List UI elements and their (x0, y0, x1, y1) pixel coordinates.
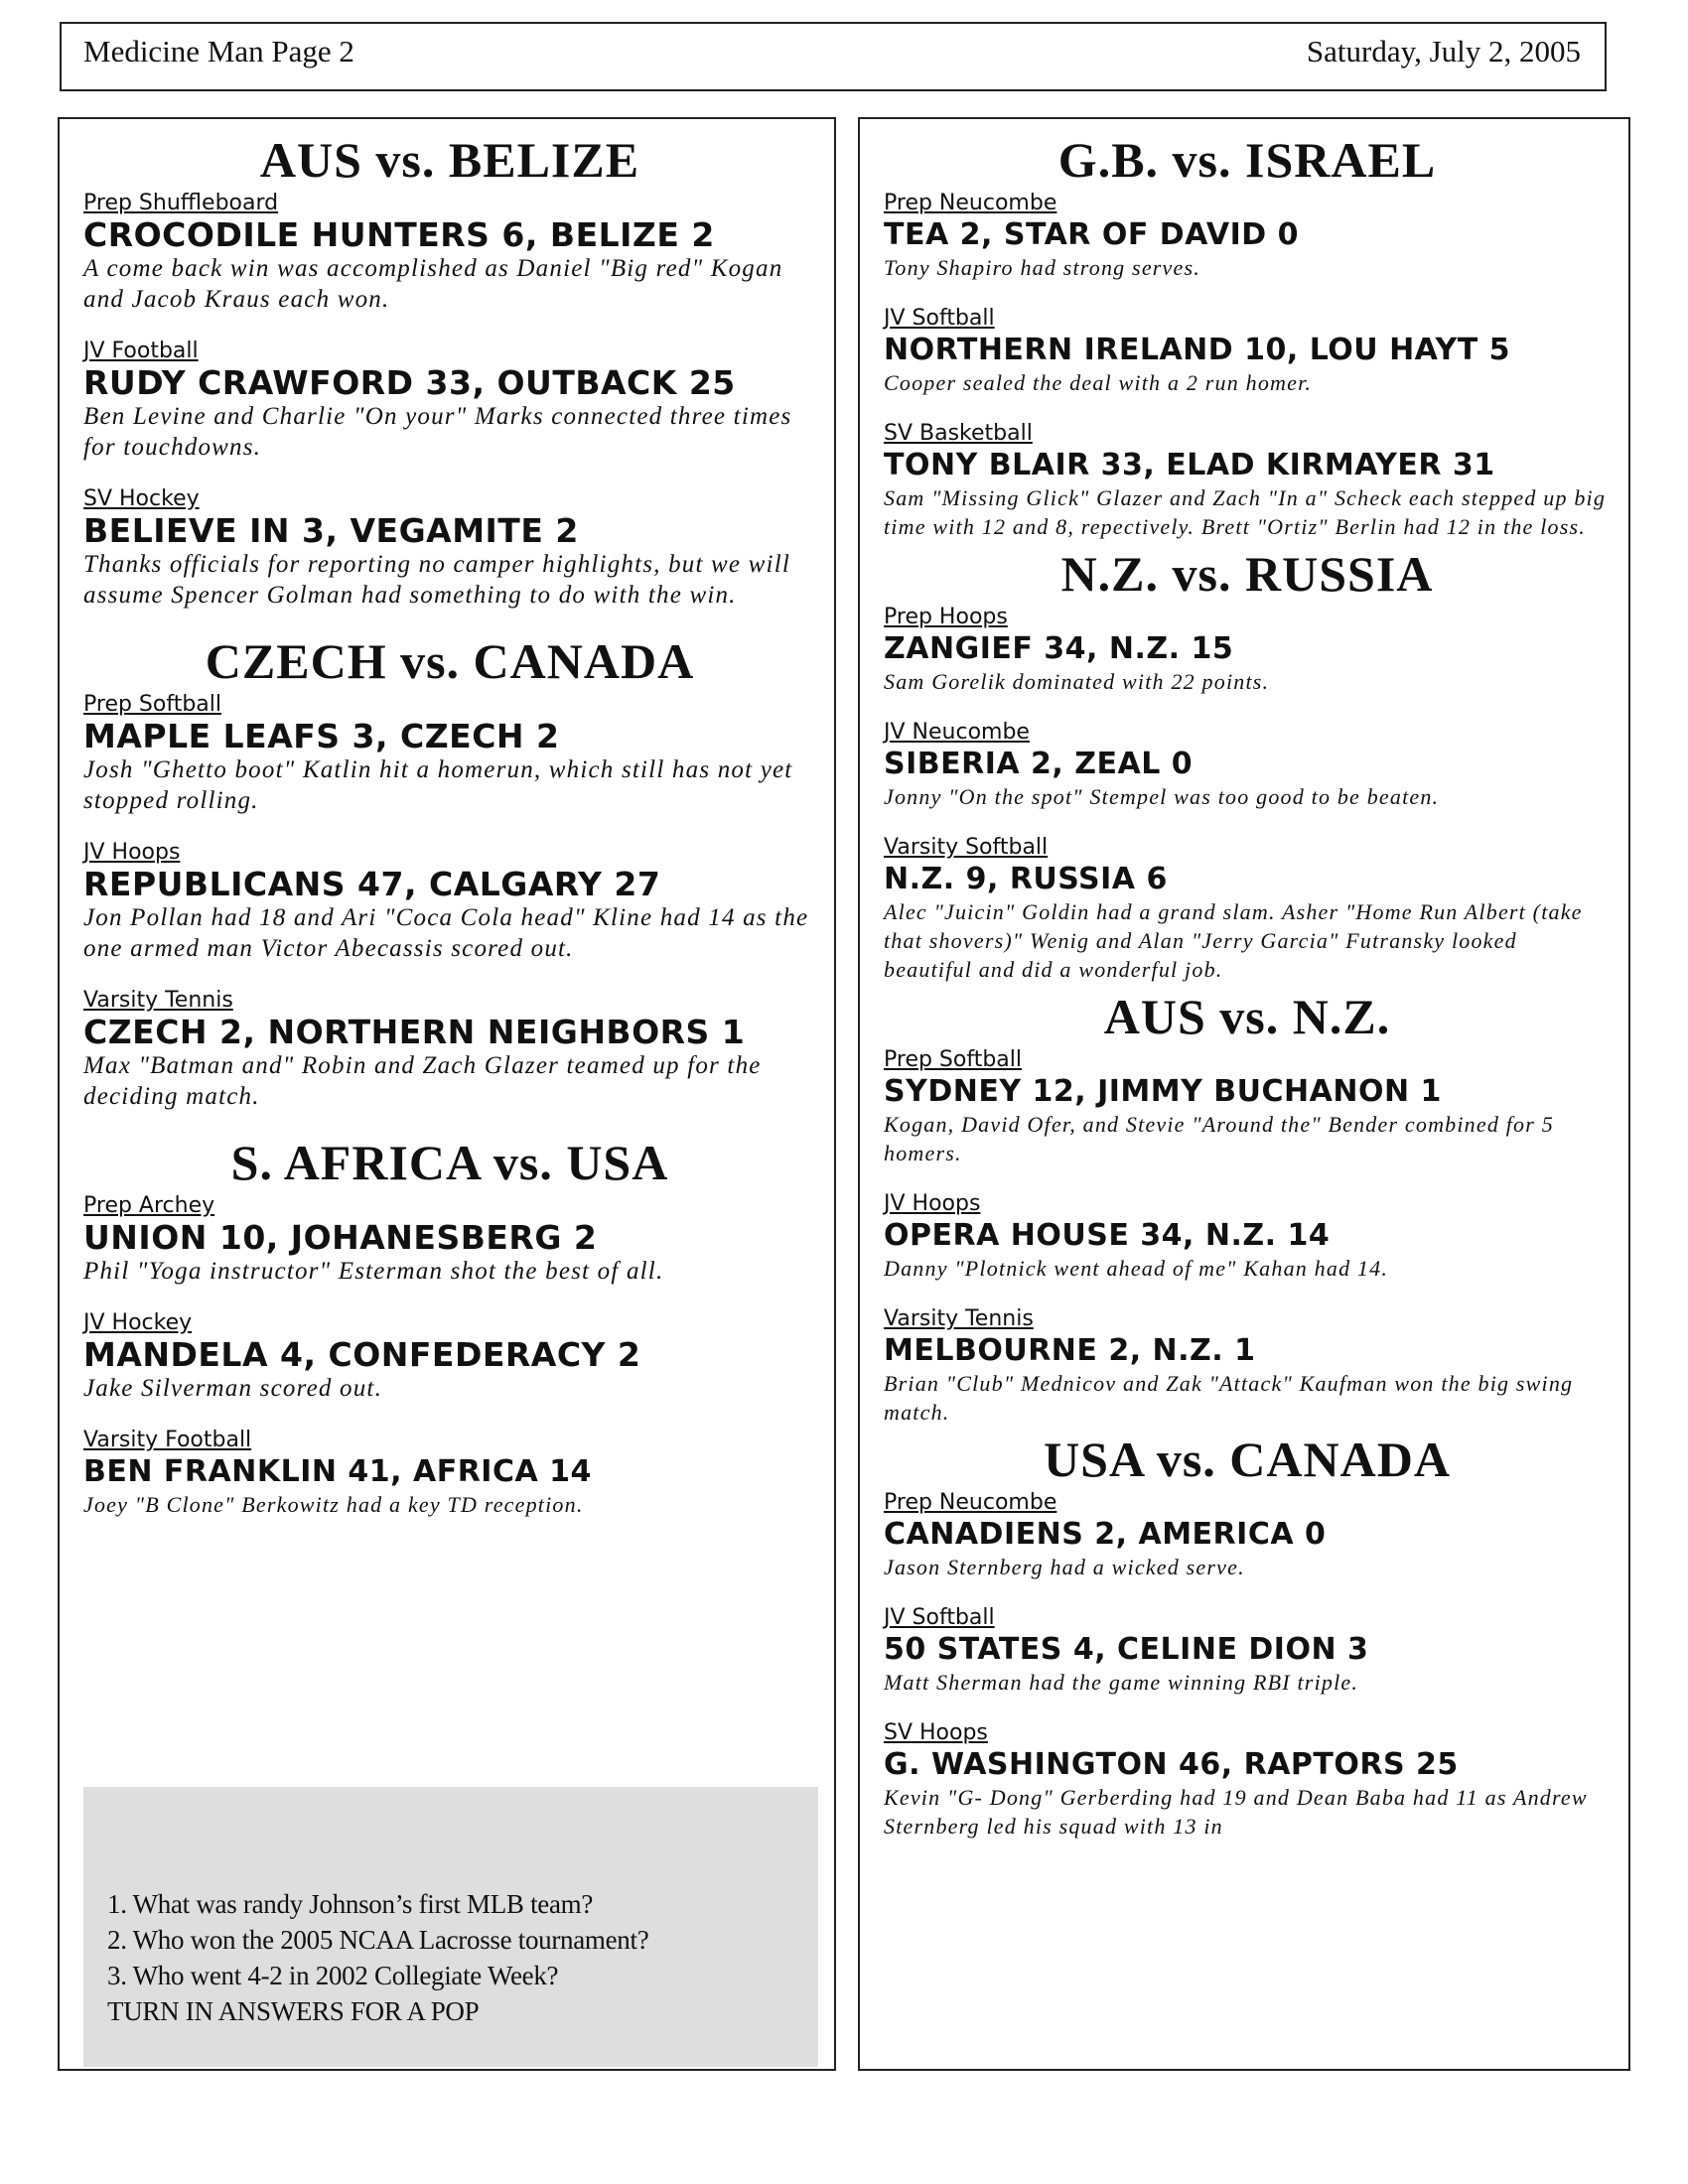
trivia-box (83, 1787, 818, 2067)
game-highlight: Josh "Ghetto boot" Katlin hit a homerun, which still has not yet stopped rolling. (83, 756, 793, 814)
game-score: TEA 2, STAR OF DAVID 0 (884, 217, 1299, 252)
matchup-section (83, 133, 816, 611)
game-highlight: Kogan, David Ofer, and Stevie "Around the" Bender combined for 5 homers. (884, 1112, 1554, 1165)
matchup-section (884, 547, 1611, 984)
game-result (884, 1047, 1611, 1167)
game-result (83, 191, 816, 315)
game-level: Varsity Softball (884, 835, 1049, 860)
game-score: TONY BLAIR 33, ELAD KIRMAYER 31 (884, 448, 1495, 482)
game-score: UNION 10, JOHANESBERG 2 (83, 1218, 598, 1257)
game-score: CANADIENS 2, AMERICA 0 (884, 1517, 1327, 1552)
matchup-title: AUS vs. N.Z. (1103, 989, 1391, 1044)
game-level: Prep Hoops (884, 605, 1008, 629)
game-result (884, 605, 1611, 696)
game-result (83, 486, 816, 611)
matchup-title: N.Z. vs. RUSSIA (1060, 546, 1434, 602)
matchup-section (884, 133, 1611, 541)
game-highlight: Alec "Juicin" Goldin had a grand slam. Asher "Home Run Albert (take that shovers)" Wenig and Alan "Jerry Garcia" Futransky looked beautiful and did a wonderful job. (884, 899, 1583, 982)
game-level: JV Football (83, 339, 199, 363)
game-level: Prep Shuffleboard (83, 191, 279, 215)
game-score: 50 STATES 4, CELINE DION 3 (884, 1632, 1369, 1667)
game-result (884, 1191, 1611, 1283)
matchup-section (83, 634, 816, 1112)
game-score: BELIEVE IN 3, VEGAMITE 2 (83, 511, 579, 550)
game-level: JV Softball (884, 1605, 995, 1630)
game-level: JV Neucombe (884, 720, 1030, 745)
game-level: Prep Archey (83, 1193, 215, 1218)
game-score: CROCODILE HUNTERS 6, BELIZE 2 (83, 215, 715, 254)
game-result (83, 1310, 816, 1404)
game-highlight: Cooper sealed the deal with a 2 run homer. (884, 370, 1313, 395)
trivia-question: 3. Who went 4-2 in 2002 Collegiate Week? (107, 1961, 559, 1990)
game-score: CZECH 2, NORTHERN NEIGHBORS 1 (83, 1013, 746, 1051)
game-result (83, 339, 816, 463)
game-result (83, 988, 816, 1112)
game-highlight: Thanks officials for reporting no camper highlights, but we will assume Spencer Golman had something to do with the win. (83, 551, 790, 609)
game-highlight: Kevin "G- Dong" Gerberding had 19 and Dean Baba had 11 as Andrew Sternberg led his squad with 13 in (884, 1785, 1588, 1839)
game-score: REPUBLICANS 47, CALGARY 27 (83, 865, 661, 903)
page-header (60, 22, 1607, 91)
game-level: JV Hoops (83, 840, 181, 865)
game-score: RUDY CRAWFORD 33, OUTBACK 25 (83, 363, 736, 402)
game-result (884, 1490, 1611, 1581)
game-level: Prep Neucombe (884, 191, 1057, 215)
game-result (884, 421, 1611, 541)
game-level: Varsity Football (83, 1428, 252, 1452)
matchup-title: G.B. vs. ISRAEL (1057, 132, 1437, 188)
game-highlight: Joey "B Clone" Berkowitz had a key TD reception. (83, 1492, 584, 1517)
game-highlight: Jason Sternberg had a wicked serve. (884, 1555, 1245, 1579)
game-highlight: Phil "Yoga instructor" Esterman shot the best of all. (83, 1258, 664, 1285)
game-result (83, 1193, 816, 1287)
game-highlight: A come back win was accomplished as Daniel "Big red" Kogan and Jacob Kraus each won. (83, 255, 783, 313)
matchup-title: S. AFRICA vs. USA (230, 1135, 669, 1190)
game-result (884, 1306, 1611, 1427)
game-level: Varsity Tennis (83, 988, 233, 1013)
game-result (884, 1605, 1611, 1697)
game-score: SYDNEY 12, JIMMY BUCHANON 1 (884, 1074, 1442, 1109)
game-score: SIBERIA 2, ZEAL 0 (884, 747, 1194, 781)
game-highlight: Jonny "On the spot" Stempel was too good to be beaten. (884, 784, 1440, 809)
game-level: JV Softball (884, 306, 995, 331)
matchup-title: CZECH vs. CANADA (205, 633, 695, 689)
matchup-section (884, 1433, 1611, 1841)
game-score: MELBOURNE 2, N.Z. 1 (884, 1333, 1256, 1368)
game-level: Prep Neucombe (884, 1490, 1057, 1515)
game-level: SV Basketball (884, 421, 1033, 446)
matchup-section (884, 990, 1611, 1427)
game-level: Prep Softball (83, 692, 222, 717)
game-level: SV Hoops (884, 1720, 988, 1745)
game-result (884, 191, 1611, 282)
game-highlight: Jon Pollan had 18 and Ari "Coca Cola head" Kline had 14 as the one armed man Victor Abecassis scored out. (83, 904, 809, 962)
game-level: Varsity Tennis (884, 1306, 1034, 1331)
game-highlight: Sam "Missing Glick" Glazer and Zach "In a" Scheck each stepped up big time with 12 and 8, repectively. Brett "Ortiz" Berlin had 12 in the loss. (884, 485, 1607, 539)
game-score: OPERA HOUSE 34, N.Z. 14 (884, 1218, 1331, 1253)
left-results-column (58, 117, 836, 2071)
game-highlight: Matt Sherman had the game winning RBI triple. (884, 1670, 1359, 1695)
game-result (83, 1428, 816, 1519)
game-result (83, 840, 816, 964)
game-highlight: Tony Shapiro had strong serves. (884, 255, 1200, 280)
game-score: MAPLE LEAFS 3, CZECH 2 (83, 717, 560, 755)
trivia-instruction: TURN IN ANSWERS FOR A POP (107, 1996, 480, 2026)
game-highlight: Max "Batman and" Robin and Zach Glazer teamed up for the deciding match. (83, 1052, 762, 1110)
game-score: MANDELA 4, CONFEDERACY 2 (83, 1335, 641, 1374)
game-result (884, 1720, 1611, 1841)
newsletter-page-label: Medicine Man Page 2 (83, 34, 354, 68)
matchup-section (83, 1136, 816, 1519)
game-highlight: Sam Gorelik dominated with 22 points. (884, 669, 1270, 694)
trivia-question: 2. Who won the 2005 NCAA Lacrosse tournament? (107, 1925, 649, 1955)
game-level: Prep Softball (884, 1047, 1023, 1072)
game-highlight: Jake Silverman scored out. (83, 1375, 383, 1402)
issue-date: Saturday, July 2, 2005 (1306, 34, 1581, 68)
matchup-title: AUS vs. BELIZE (259, 132, 640, 188)
game-highlight: Brian "Club" Mednicov and Zak "Attack" Kaufman won the big swing match. (884, 1371, 1574, 1425)
game-result (884, 306, 1611, 397)
game-score: NORTHERN IRELAND 10, LOU HAYT 5 (884, 333, 1511, 367)
game-result (884, 720, 1611, 811)
trivia-question: 1. What was randy Johnson’s first MLB team? (107, 1889, 594, 1919)
game-highlight: Ben Levine and Charlie "On your" Marks connected three times for touchdowns. (83, 403, 792, 461)
game-score: N.Z. 9, RUSSIA 6 (884, 862, 1168, 896)
game-level: JV Hoops (884, 1191, 981, 1216)
right-results-column (858, 117, 1630, 2071)
game-result (884, 835, 1611, 984)
game-score: G. WASHINGTON 46, RAPTORS 25 (884, 1747, 1459, 1782)
matchup-title: USA vs. CANADA (1044, 1432, 1451, 1487)
game-highlight: Danny "Plotnick went ahead of me" Kahan had 14. (884, 1256, 1389, 1281)
game-level: JV Hockey (83, 1310, 193, 1335)
trivia-list (107, 1886, 648, 2029)
game-score: ZANGIEF 34, N.Z. 15 (884, 631, 1234, 666)
game-level: SV Hockey (83, 486, 200, 511)
game-result (83, 692, 816, 816)
game-score: BEN FRANKLIN 41, AFRICA 14 (83, 1454, 592, 1489)
